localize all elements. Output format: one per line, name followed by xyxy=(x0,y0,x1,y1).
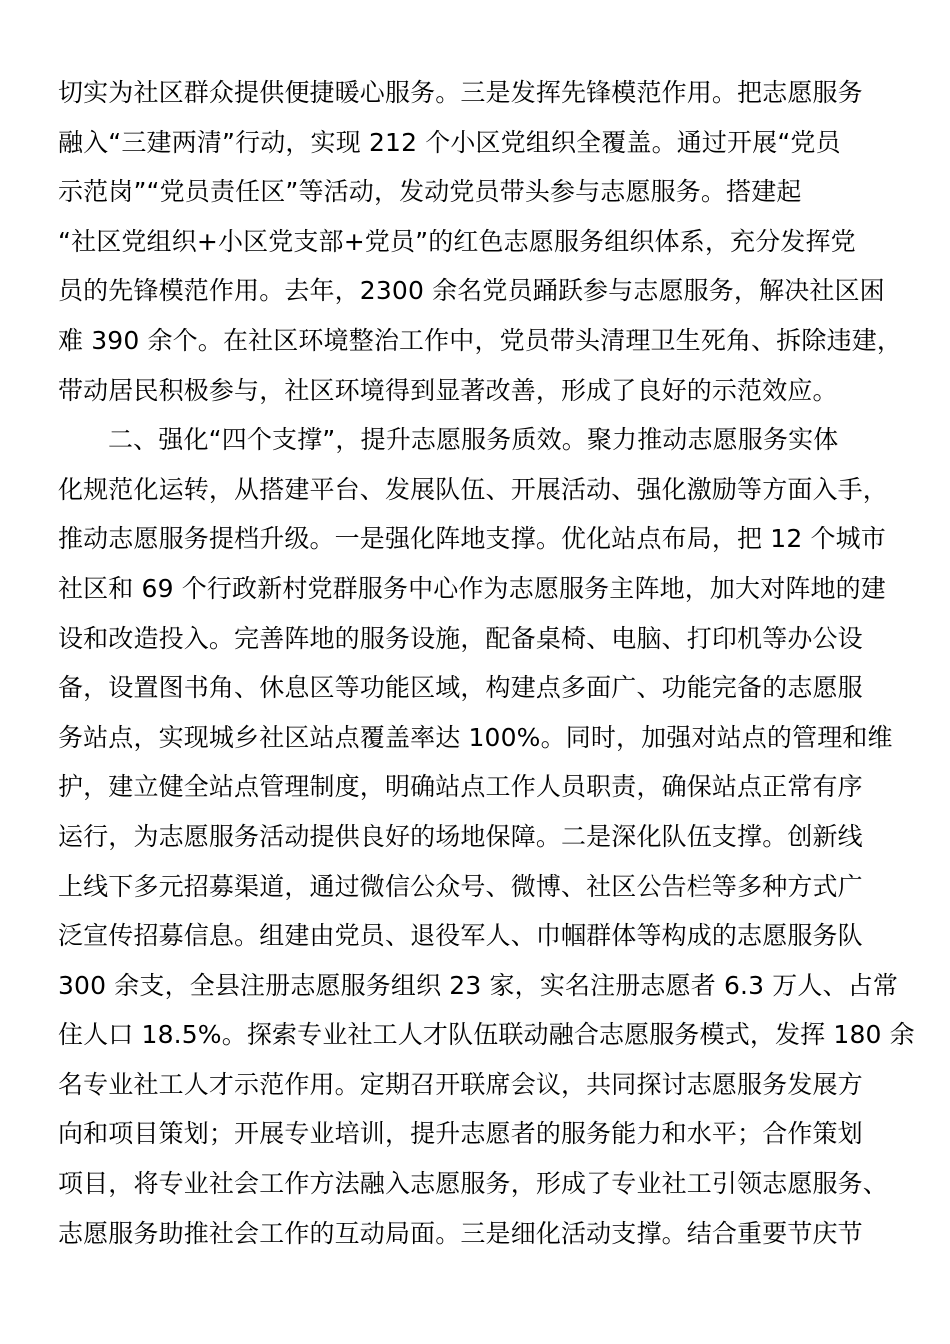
text-line: 难 390 余个。在社区环境整治工作中，党员带头清理卫生死角、拆除违建， xyxy=(58,325,903,355)
text-line: 带动居民积极参与，社区环境得到显著改善，形成了良好的示范效应。 xyxy=(58,375,838,405)
text-line: 志愿服务助推社会工作的互动局面。三是细化活动支撑。结合重要节庆节 xyxy=(58,1218,863,1248)
text-line: 务站点，实现城乡社区站点覆盖率达 100%。同时，加强对站点的管理和维 xyxy=(58,722,893,752)
text-line: 融入“三建两清”行动，实现 212 个小区党组织全覆盖。通过开展“党员 xyxy=(58,127,841,157)
text-line: “社区党组织+小区党支部+党员”的红色志愿服务组织体系，充分发挥党 xyxy=(58,226,856,256)
text-line: 备，设置图书角、休息区等功能区域，构建点多面广、功能完备的志愿服 xyxy=(58,673,863,703)
text-line: 300 余支，全县注册志愿服务组织 23 家，实名注册志愿者 6.3 万人、占常 xyxy=(58,970,899,1000)
text-line: 社区和 69 个行政新村党群服务中心作为志愿服务主阵地，加大对阵地的建 xyxy=(58,573,886,603)
text-line: 设和改造投入。完善阵地的服务设施，配备桌椅、电脑、打印机等办公设 xyxy=(58,623,863,653)
text-line: 上线下多元招募渠道，通过微信公众号、微博、社区公告栏等多种方式广 xyxy=(58,871,863,901)
text-line: 推动志愿服务提档升级。一是强化阵地支撑。优化站点布局，把 12 个城市 xyxy=(58,524,886,554)
text-line: 示范岗”“党员责任区”等活动，发动党员带头参与志愿服务。搭建起 xyxy=(58,177,802,207)
text-line: 名专业社工人才示范作用。定期召开联席会议，共同探讨志愿服务发展方 xyxy=(58,1069,863,1099)
text-line: 化规范化运转，从搭建平台、发展队伍、开展活动、强化激励等方面入手， xyxy=(58,474,888,504)
text-line: 切实为社区群众提供便捷暖心服务。三是发挥先锋模范作用。把志愿服务 xyxy=(58,78,863,107)
text-line: 向和项目策划；开展专业培训，提升志愿者的服务能力和水平；合作策划 xyxy=(58,1119,863,1149)
body-text xyxy=(58,68,915,1258)
text-line: 护，建立健全站点管理制度，明确站点工作人员职责，确保站点正常有序 xyxy=(58,772,863,802)
text-line: 泛宣传招募信息。组建由党员、退役军人、巾帼群体等构成的志愿服务队 xyxy=(58,921,863,951)
text-line: 运行，为志愿服务活动提供良好的场地保障。二是深化队伍支撑。创新线 xyxy=(58,821,863,851)
text-line: 员的先锋模范作用。去年，2300 余名党员踊跃参与志愿服务，解决社区困 xyxy=(58,276,885,306)
text-line: 项目，将专业社会工作方法融入志愿服务，形成了专业社工引领志愿服务、 xyxy=(58,1169,888,1199)
text-line: 住人口 18.5%。探索专业社工人才队伍联动融合志愿服务模式，发挥 180 余 xyxy=(58,1020,915,1050)
section-heading-line: 二、强化“四个支撑”，提升志愿服务质效。聚力推动志愿服务实体 xyxy=(108,425,839,455)
